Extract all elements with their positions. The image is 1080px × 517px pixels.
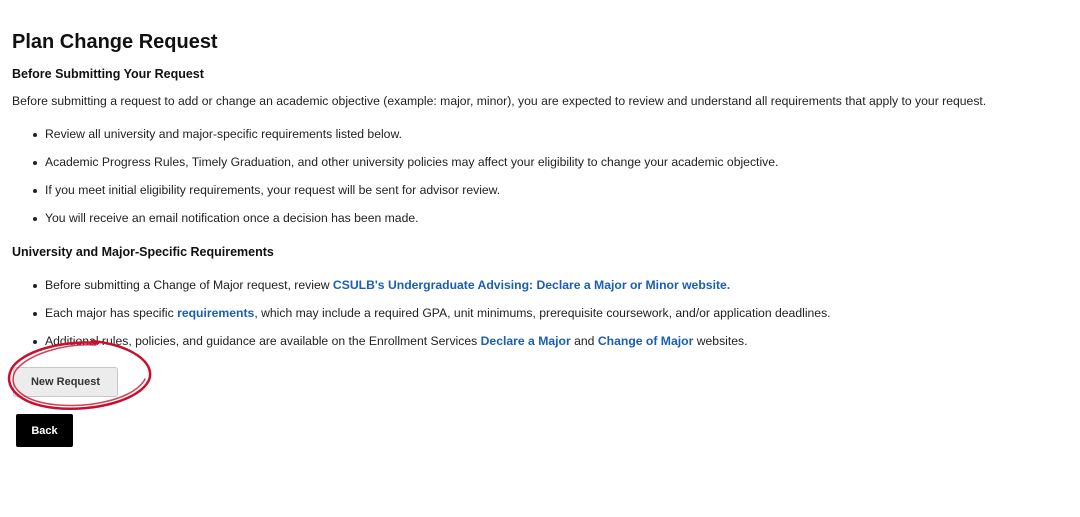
- requirement-text: websites.: [693, 334, 748, 348]
- requirement-text: and: [570, 334, 598, 348]
- requirements-link[interactable]: requirements: [177, 306, 255, 320]
- list-item: [34, 127, 402, 141]
- requirement-text: Each major has specific: [45, 306, 178, 320]
- page-title: Plan Change Request: [12, 31, 218, 53]
- requirement-text: Additional rules, policies, and guidance are available on the Enrollment Services: [45, 334, 481, 348]
- list-item-text: [45, 278, 730, 292]
- list-item: [34, 211, 419, 225]
- declare-a-major-link[interactable]: Declare a Major: [480, 334, 571, 348]
- requirement-text: , which may include a required GPA, unit minimums, prerequisite coursework, and/or application deadlines.: [254, 306, 831, 320]
- list-item-text: [45, 334, 748, 348]
- list-item: [34, 306, 831, 320]
- intro-paragraph: Before submitting a request to add or change an academic objective (example: major, minor), you are expected to review and understand all requirements that apply to your request.: [12, 94, 987, 108]
- requirement-text: Before submitting a Change of Major request, review: [45, 278, 333, 292]
- list-item: [34, 183, 500, 197]
- list-item-text: If you meet initial eligibility requirements, your request will be sent for advisor review.: [45, 183, 501, 197]
- list-item: [34, 278, 730, 292]
- back-button[interactable]: Back: [16, 414, 73, 447]
- requirements-heading: University and Major-Specific Requirements: [12, 245, 274, 259]
- before-submitting-heading: Before Submitting Your Request: [12, 67, 204, 81]
- list-item-text: [45, 306, 831, 320]
- list-item: [34, 155, 778, 169]
- list-item: [34, 334, 748, 348]
- list-item-text: You will receive an email notification once a decision has been made.: [45, 211, 419, 225]
- list-item-text: Review all university and major-specific requirements listed below.: [45, 127, 402, 141]
- declare-major-minor-advising-link[interactable]: CSULB's Undergraduate Advising: Declare a Major or Minor website.: [332, 278, 731, 292]
- list-item-text: Academic Progress Rules, Timely Graduation, and other university policies may affect your eligibility to change your academic objective.: [45, 155, 779, 169]
- change-of-major-link[interactable]: Change of Major: [597, 334, 694, 348]
- new-request-button[interactable]: New Request: [13, 367, 118, 397]
